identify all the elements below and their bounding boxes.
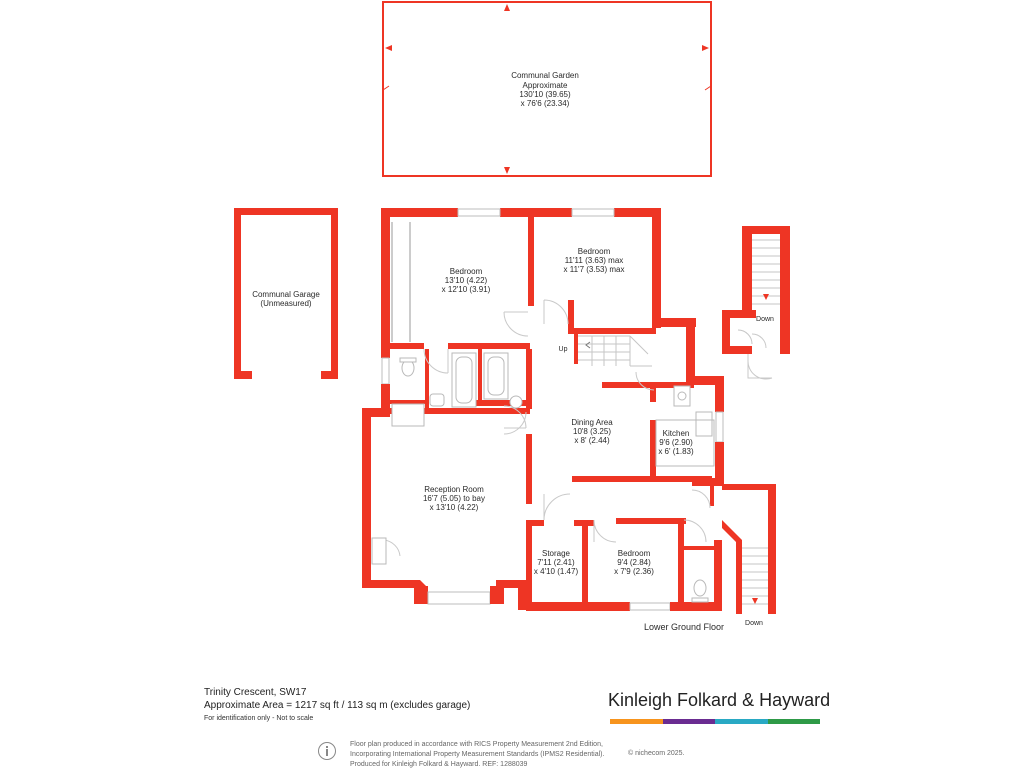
kitchen-dim-1: 9'6 (2.90) — [659, 438, 693, 447]
stairs-up-label: Up — [558, 346, 568, 353]
garden-dim-1: 130'10 (39.65) — [519, 90, 571, 99]
bedroom3-label: Bedroom — [617, 549, 651, 558]
bedroom2-dim-1: 11'11 (3.63) max — [564, 256, 624, 265]
bedroom1-label: Bedroom — [449, 267, 483, 276]
brand-bar-green — [768, 719, 821, 724]
storage-dim-2: x 4'10 (1.47) — [533, 567, 579, 576]
bedroom3-dim-2: x 7'9 (2.36) — [614, 567, 654, 576]
bedroom2-label: Bedroom — [577, 247, 611, 256]
legal-notice — [350, 740, 604, 770]
communal-garage — [234, 208, 338, 379]
internal-stairs — [559, 336, 652, 366]
info-icon — [318, 742, 336, 760]
bedroom2-dim-2: x 11'7 (3.53) max — [563, 265, 625, 274]
storage-dim-1: 7'11 (2.41) — [537, 558, 575, 567]
reception-dim-2: x 13'10 (4.22) — [429, 503, 479, 512]
address: Trinity Crescent, SW17 — [204, 687, 307, 698]
garden-label-2: Approximate — [522, 81, 568, 90]
bedroom1-dim-2: x 12'10 (3.91) — [441, 285, 491, 294]
approximate-area: Approximate Area = 1217 sq ft / 113 sq m (excludes garage) — [204, 700, 471, 711]
bedroom3-dim-1: 9'4 (2.84) — [617, 558, 651, 567]
brand-bar-blue — [715, 719, 768, 724]
garden-label: Communal Garden — [511, 71, 579, 80]
copyright: © nichecom 2025. — [628, 750, 685, 757]
garage-label-2: (Unmeasured) — [260, 299, 312, 308]
garden-dim-2: x 76'6 (23.34) — [520, 99, 570, 108]
fixtures — [372, 222, 714, 602]
property-info — [204, 686, 470, 725]
kitchen-dim-2: x 6' (1.83) — [658, 447, 694, 456]
stairs-down-bottom-label: Down — [745, 620, 763, 627]
brand-bar-purple — [663, 719, 716, 724]
dining-dim-1: 10'8 (3.25) — [573, 427, 611, 436]
garage-label: Communal Garage — [252, 290, 320, 299]
legal-line-3: Produced for Kinleigh Folkard & Hayward. REF: 1288039 — [350, 761, 528, 768]
brand-name: Kinleigh Folkard & Hayward — [608, 690, 831, 710]
brand-color-bar — [610, 719, 820, 724]
floor-label: Lower Ground Floor — [643, 622, 725, 632]
dining-label: Dining Area — [571, 418, 613, 427]
reception-dim-1: 16'7 (5.05) to bay — [422, 494, 486, 503]
legal-line-1: Floor plan produced in accordance with RICS Property Measurement 2nd Edition, — [350, 741, 603, 748]
storage-label: Storage — [541, 549, 571, 558]
top-right-stairs — [722, 226, 790, 379]
dining-dim-2: x 8' (2.44) — [574, 436, 610, 445]
legal-line-2: Incorporating International Property Measurement Standards (IPMS2 Residential). — [350, 751, 605, 758]
kitchen-label: Kitchen — [662, 429, 690, 438]
communal-garden — [383, 2, 711, 176]
reception-label: Reception Room — [424, 485, 484, 494]
bedroom1-dim-1: 13'10 (4.22) — [444, 276, 488, 285]
bottom-right-stairs — [722, 484, 776, 627]
brand-bar-orange — [610, 719, 663, 724]
identification-note: For identification only - Not to scale — [204, 715, 314, 722]
stairs-down-top-label: Down — [756, 316, 774, 323]
